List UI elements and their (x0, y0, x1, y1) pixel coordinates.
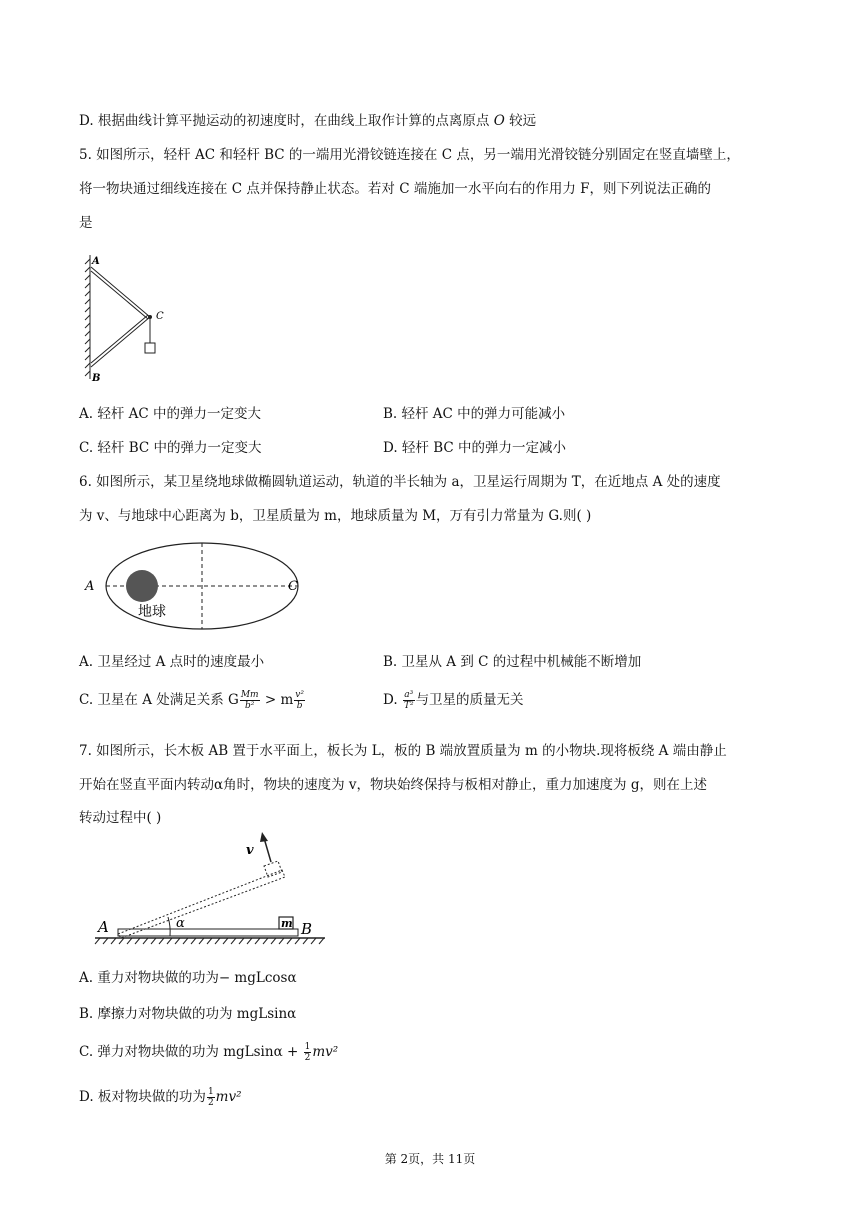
label-a: A (92, 256, 100, 267)
q7-figure (90, 828, 340, 948)
q7-stem-line3: 转动过程中( ) (79, 810, 162, 826)
earth (126, 570, 158, 602)
label-a: A (85, 579, 95, 594)
q5-stem-line3: 是 (79, 215, 93, 231)
fraction: $\frac{Mm}{\text{b²}}$ (240, 690, 259, 711)
q4-option-d-tail: 较远 (504, 113, 537, 129)
q6-stem-line2: 为 v、与地球中心距离为 b，卫星质量为 m，地球质量为 M，万有引力常量为 G.则( ) (79, 508, 592, 524)
q5-option-b[interactable]: B. 轻杆 AC 中的弹力可能减小 (383, 406, 566, 422)
q7-stem-line2: 开始在竖直平面内转动α角时，物块的速度为 v，物块始终保持与板相对静止，重力加速度为 g，则在上述 (79, 777, 707, 793)
wall-hatching (85, 255, 90, 379)
q7-stem-line1: 7. 如图所示，长木板 AB 置于水平面上，板长为 L，板的 B 端放置质量为 m 的小物块.现将板绕 A 端由静止 (79, 743, 727, 759)
q7-option-b[interactable]: B. 摩擦力对物块做的功为 mgLsinα (79, 1006, 297, 1022)
block (145, 343, 155, 353)
arrow-head (260, 832, 268, 842)
q6-option-c[interactable]: C. 卫星在 A 处满足关系 G $\frac{Mm}{\text{b²}}$ > m $\frac{\text{v²}}{b}$ (79, 690, 304, 711)
q4-option-d (79, 111, 536, 131)
q6-option-b[interactable]: B. 卫星从 A 到 C 的过程中机械能不断增加 (383, 654, 642, 670)
block-rotated (264, 861, 282, 877)
q5-stem-line2: 将一物块通过细线连接在 C 点并保持静止状态。若对 C 端施加一水平向右的作用力 F，则下列说法正确的 (79, 181, 711, 197)
label-a: A (98, 918, 109, 936)
q4-option-d-var: O (493, 113, 505, 129)
q7-option-c[interactable]: C. 弹力对物块做的功为 mgLsinα + $\frac{1}{2}$ mv² (79, 1042, 339, 1063)
page-footer: 第 2页，共 11页 (384, 1152, 476, 1166)
q6-option-c-text: C. 卫星在 A 处满足关系 G (79, 692, 239, 708)
label-m: m (281, 917, 293, 930)
earth-label: 地球 (138, 604, 166, 620)
q6-option-a[interactable]: A. 卫星经过 A 点时的速度最小 (79, 654, 265, 670)
rod-ac (91, 267, 150, 319)
rod-bc (91, 315, 150, 367)
label-c: C (288, 579, 298, 594)
label-alpha: α (176, 916, 185, 931)
q5-stem-line1: 5. 如图所示，轻杆 AC 和轻杆 BC 的一端用光滑铰链连接在 C 点，另一端用光滑铰链分别固定在竖直墙壁上， (79, 147, 740, 163)
q4-option-d-text: D. 根据曲线计算平抛运动的初速度时，在曲线上取作计算的点离原点 (79, 113, 494, 129)
q7-option-a[interactable]: A. 重力对物块做的功为− mgLcosα (79, 970, 297, 986)
label-v: v (246, 843, 254, 858)
q6-figure (82, 538, 312, 638)
label-b: B (92, 373, 101, 384)
fraction: $\frac{\text{a³}}{\text{T²}}$ (403, 690, 414, 711)
q7-option-d[interactable]: D. 板对物块做的功为 $\frac{1}{2}$ mv² (79, 1087, 242, 1108)
q5-figure (80, 247, 190, 387)
q6-stem-line1: 6. 如图所示，某卫星绕地球做椭圆轨道运动，轨道的半长轴为 a，卫星运行周期为 T，在近地点 A 处的速度 (79, 474, 721, 490)
label-c: C (156, 311, 164, 322)
fraction: $\frac{1}{2}$ (304, 1042, 311, 1063)
q5-option-a[interactable]: A. 轻杆 AC 中的弹力一定变大 (79, 406, 261, 422)
q5-option-d[interactable]: D. 轻杆 BC 中的弹力一定减小 (383, 440, 567, 456)
q6-option-d[interactable]: D. $\frac{\text{a³}}{\text{T²}}$ 与卫星的质量无关 (383, 690, 524, 711)
fraction: $\frac{1}{2}$ (207, 1087, 214, 1108)
fraction: $\frac{\text{v²}}{b}$ (295, 690, 304, 711)
q5-option-c[interactable]: C. 轻杆 BC 中的弹力一定变大 (79, 440, 262, 456)
board-horizontal (118, 929, 298, 936)
label-b: B (301, 920, 313, 938)
ground-hatching (95, 938, 324, 944)
velocity-arrow (264, 838, 271, 862)
board-rotated (118, 870, 285, 938)
